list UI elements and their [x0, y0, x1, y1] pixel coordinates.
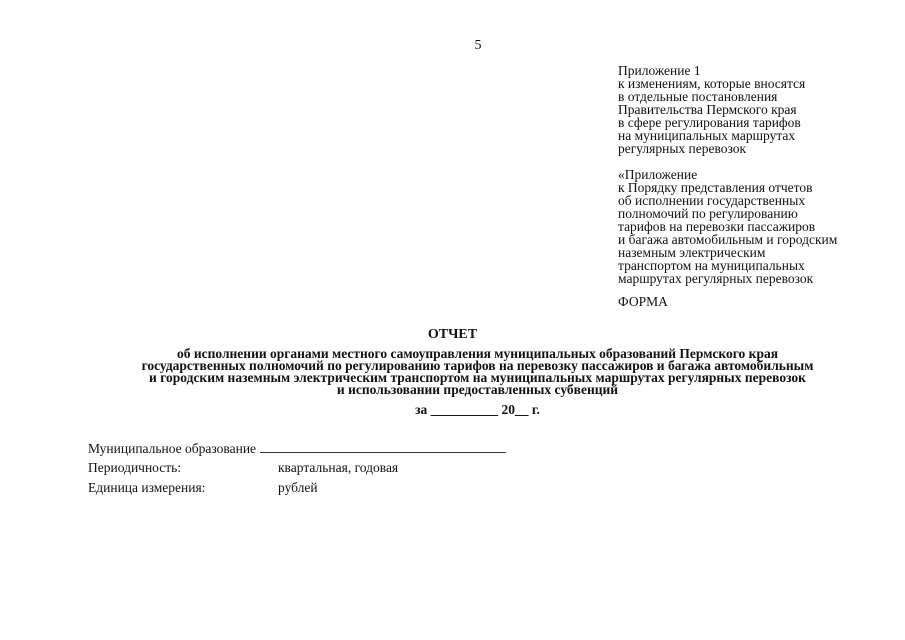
unit-value: рублей [278, 480, 318, 495]
appendix-2-line: об исполнении государственных [618, 193, 806, 208]
appendix-1-block [618, 64, 898, 155]
appendix-2-block [618, 168, 898, 285]
report-title: ОТЧЕТ [427, 327, 478, 342]
appendix-1-line: в отдельные постановления [618, 89, 778, 104]
report-subtitle-line: об исполнении органами местного самоуправления муниципальных образований Пермского края [176, 346, 779, 361]
appendix-2-line: тарифов на перевозки пассажиров [618, 219, 816, 234]
periodicity-value: квартальная, годовая [278, 460, 399, 475]
page-number: 5 [474, 38, 482, 53]
appendix-1-line: к изменениям, которые вносятся [618, 76, 806, 91]
form-label: ФОРМА [618, 294, 668, 309]
appendix-1-line: регулярных перевозок [618, 141, 747, 156]
report-period: за __________ 20__ г. [415, 402, 540, 417]
appendix-2-line: маршрутах регулярных перевозок [618, 271, 814, 286]
unit-label: Единица измерения: [88, 480, 206, 495]
appendix-2-line: к Порядку представления отчетов [618, 180, 813, 195]
report-fields [88, 440, 506, 500]
report-subtitle-line: и городским наземным электрическим транспортом на муниципальных маршрутах регулярных перевозок [149, 370, 806, 385]
appendix-2-line: и багажа автомобильным и городским [618, 232, 838, 247]
unit-row [88, 480, 506, 500]
appendix-1-line: Приложение 1 [618, 63, 701, 78]
appendix-2-line: наземным электрическим [618, 245, 766, 260]
appendix-2-line: полномочий по регулированию [618, 206, 798, 221]
appendix-1-line: Правительства Пермского края [618, 102, 797, 117]
report-subtitle [60, 348, 895, 396]
appendix-2-line: транспортом на муниципальных [618, 258, 805, 273]
report-subtitle-line: и использовании предоставленных субвенций [336, 382, 619, 397]
municipality-row [88, 440, 506, 460]
appendix-2-line: «Приложение [618, 167, 698, 182]
report-subtitle-line: государственных полномочий по регулированию тарифов на перевозку пассажиров и багажа автомобильным [141, 358, 814, 373]
appendix-1-line: в сфере регулирования тарифов [618, 115, 801, 130]
periodicity-label: Периодичность: [88, 460, 182, 475]
municipality-label: Муниципальное образование [88, 441, 257, 456]
municipality-blank-line[interactable] [260, 440, 506, 453]
periodicity-row [88, 460, 506, 480]
appendix-1-line: на муниципальных маршрутах [618, 128, 796, 143]
